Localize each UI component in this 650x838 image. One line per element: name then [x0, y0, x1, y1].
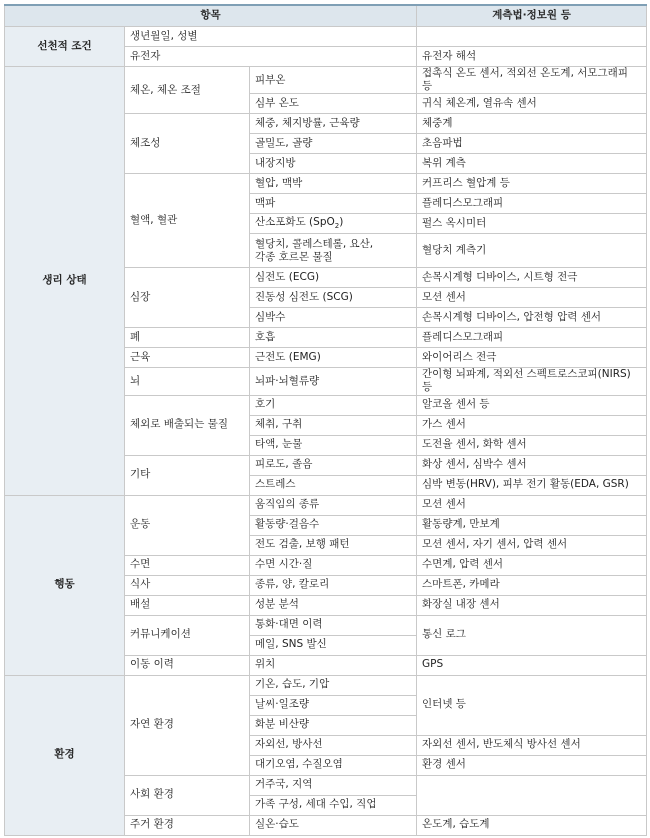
method-cell: 와이어리스 전극 — [417, 348, 647, 368]
item-cell: 기온, 습도, 기압 — [250, 675, 417, 695]
subitem: 커뮤니케이션 — [125, 615, 250, 655]
item-cell: 스트레스 — [250, 475, 417, 495]
method-cell: 인터넷 등 — [417, 675, 647, 735]
method-cell: 활동량계, 만보계 — [417, 515, 647, 535]
method-cell: 초음파법 — [417, 134, 647, 154]
item-cell: 심부 온도 — [250, 94, 417, 114]
header-item: 항목 — [5, 5, 417, 27]
method-cell: 자외선 센서, 반도체식 방사선 센서 — [417, 735, 647, 755]
method-cell: 복위 계측 — [417, 154, 647, 174]
item-line: 각종 호르몬 물질 — [255, 250, 333, 263]
item-cell: 거주국, 지역 — [250, 775, 417, 795]
subitem: 폐 — [125, 328, 250, 348]
method-cell: 알코올 센서 등 — [417, 395, 647, 415]
subitem: 식사 — [125, 575, 250, 595]
method-cell: 온도계, 습도계 — [417, 815, 647, 835]
item-cell-spo2 — [250, 214, 417, 234]
method-cell: GPS — [417, 655, 647, 675]
table-row — [5, 27, 647, 47]
subitem: 배설 — [125, 595, 250, 615]
item-cell: 피부온 — [250, 67, 417, 94]
subitem: 기타 — [125, 455, 250, 495]
subitem: 이동 이력 — [125, 655, 250, 675]
subitem: 수면 — [125, 555, 250, 575]
category-physiology: 생리 상태 — [5, 67, 125, 496]
method-cell: 화상 센서, 심박수 센서 — [417, 455, 647, 475]
subitem: 심장 — [125, 268, 250, 328]
item-cell: 메일, SNS 발신 — [250, 635, 417, 655]
method-cell: 화장실 내장 센서 — [417, 595, 647, 615]
table-row — [5, 67, 647, 94]
item-cell: 골밀도, 골량 — [250, 134, 417, 154]
item-cell: 전도 검출, 보행 패턴 — [250, 535, 417, 555]
item-cell: 화분 비산량 — [250, 715, 417, 735]
item-cell: 대기오염, 수질오염 — [250, 755, 417, 775]
item-cell: 가족 구성, 세대 수입, 직업 — [250, 795, 417, 815]
item-cell: 내장지방 — [250, 154, 417, 174]
subitem: 체외로 배출되는 물질 — [125, 395, 250, 455]
subitem: 운동 — [125, 495, 250, 555]
method-cell: 환경 센서 — [417, 755, 647, 775]
method-cell — [417, 27, 647, 47]
subitem: 자연 환경 — [125, 675, 250, 775]
item-cell: 피로도, 졸음 — [250, 455, 417, 475]
method-cell: 도전율 센서, 화학 센서 — [417, 435, 647, 455]
sensing-info-table — [4, 4, 647, 836]
table-row — [5, 675, 647, 695]
item-cell: 활동량·걸음수 — [250, 515, 417, 535]
item-cell: 날씨·일조량 — [250, 695, 417, 715]
method-cell: 펄스 옥시미터 — [417, 214, 647, 234]
subitem: 근육 — [125, 348, 250, 368]
item-cell: 종류, 양, 칼로리 — [250, 575, 417, 595]
item-cell: 진동성 심전도 (SCG) — [250, 288, 417, 308]
method-cell: 손목시계형 디바이스, 압전형 압력 센서 — [417, 308, 647, 328]
subitem: 뇌 — [125, 368, 250, 395]
method-cell: 혈당치 계측기 — [417, 234, 647, 268]
item-cell: 통화·대면 이력 — [250, 615, 417, 635]
method-cell: 플레디스모그래피 — [417, 328, 647, 348]
subitem: 체온, 체온 조절 — [125, 67, 250, 114]
category-behavior: 행동 — [5, 495, 125, 675]
method-cell: 체중계 — [417, 114, 647, 134]
method-cell: 커프리스 혈압계 등 — [417, 174, 647, 194]
method-cell: 유전자 해석 — [417, 47, 647, 67]
item-cell: 수면 시간·질 — [250, 555, 417, 575]
method-cell: 가스 센서 — [417, 415, 647, 435]
item-cell-multiline — [250, 234, 417, 268]
method-cell: 손목시계형 디바이스, 시트형 전극 — [417, 268, 647, 288]
item-cell: 맥파 — [250, 194, 417, 214]
method-cell: 스마트폰, 카메라 — [417, 575, 647, 595]
item-cell: 호흡 — [250, 328, 417, 348]
method-cell: 심박 변동(HRV), 피부 전기 활동(EDA, GSR) — [417, 475, 647, 495]
method-cell: 통신 로그 — [417, 615, 647, 655]
item-cell: 움직임의 종류 — [250, 495, 417, 515]
item-cell: 실온·습도 — [250, 815, 417, 835]
subitem: 혈액, 혈관 — [125, 174, 250, 268]
spo2-label: 산소포화도 (SpO — [255, 216, 335, 229]
item-cell: 체중, 체지방률, 근육량 — [250, 114, 417, 134]
method-cell: 플레디스모그래피 — [417, 194, 647, 214]
item-cell: 근전도 (EMG) — [250, 348, 417, 368]
spo2-close: ) — [339, 216, 344, 229]
item-cell: 호기 — [250, 395, 417, 415]
method-cell — [417, 775, 647, 815]
item-cell: 자외선, 방사선 — [250, 735, 417, 755]
method-cell: 귀식 체온계, 열유속 센서 — [417, 94, 647, 114]
method-cell: 수면계, 압력 센서 — [417, 555, 647, 575]
item-cell: 위치 — [250, 655, 417, 675]
subitem: 체조성 — [125, 114, 250, 174]
category-environment: 환경 — [5, 675, 125, 835]
item-cell: 혈압, 맥박 — [250, 174, 417, 194]
item-cell: 체취, 구취 — [250, 415, 417, 435]
item-cell: 심박수 — [250, 308, 417, 328]
subitem: 사회 환경 — [125, 775, 250, 815]
spo2-subscript: 2 — [334, 222, 340, 231]
subitem: 유전자 — [125, 47, 417, 67]
method-cell: 모션 센서, 자기 센서, 압력 센서 — [417, 535, 647, 555]
table-row — [5, 495, 647, 515]
method-cell: 접촉식 온도 센서, 적외선 온도계, 서모그래피 등 — [417, 67, 647, 94]
method-cell: 모션 센서 — [417, 495, 647, 515]
item-cell: 성분 분석 — [250, 595, 417, 615]
method-cell: 모션 센서 — [417, 288, 647, 308]
table-header-row — [5, 5, 647, 27]
item-line: 혈당치, 콜레스테롤, 요산, — [255, 237, 374, 250]
item-cell: 심전도 (ECG) — [250, 268, 417, 288]
subitem: 주거 환경 — [125, 815, 250, 835]
item-cell: 뇌파·뇌혈류량 — [250, 368, 417, 395]
category-innate: 선천적 조건 — [5, 27, 125, 67]
subitem: 생년월일, 성별 — [125, 27, 417, 47]
item-cell: 타액, 눈물 — [250, 435, 417, 455]
header-method: 계측법·정보원 등 — [417, 5, 647, 27]
method-cell: 간이형 뇌파계, 적외선 스펙트로스코피(NIRS) 등 — [417, 368, 647, 395]
